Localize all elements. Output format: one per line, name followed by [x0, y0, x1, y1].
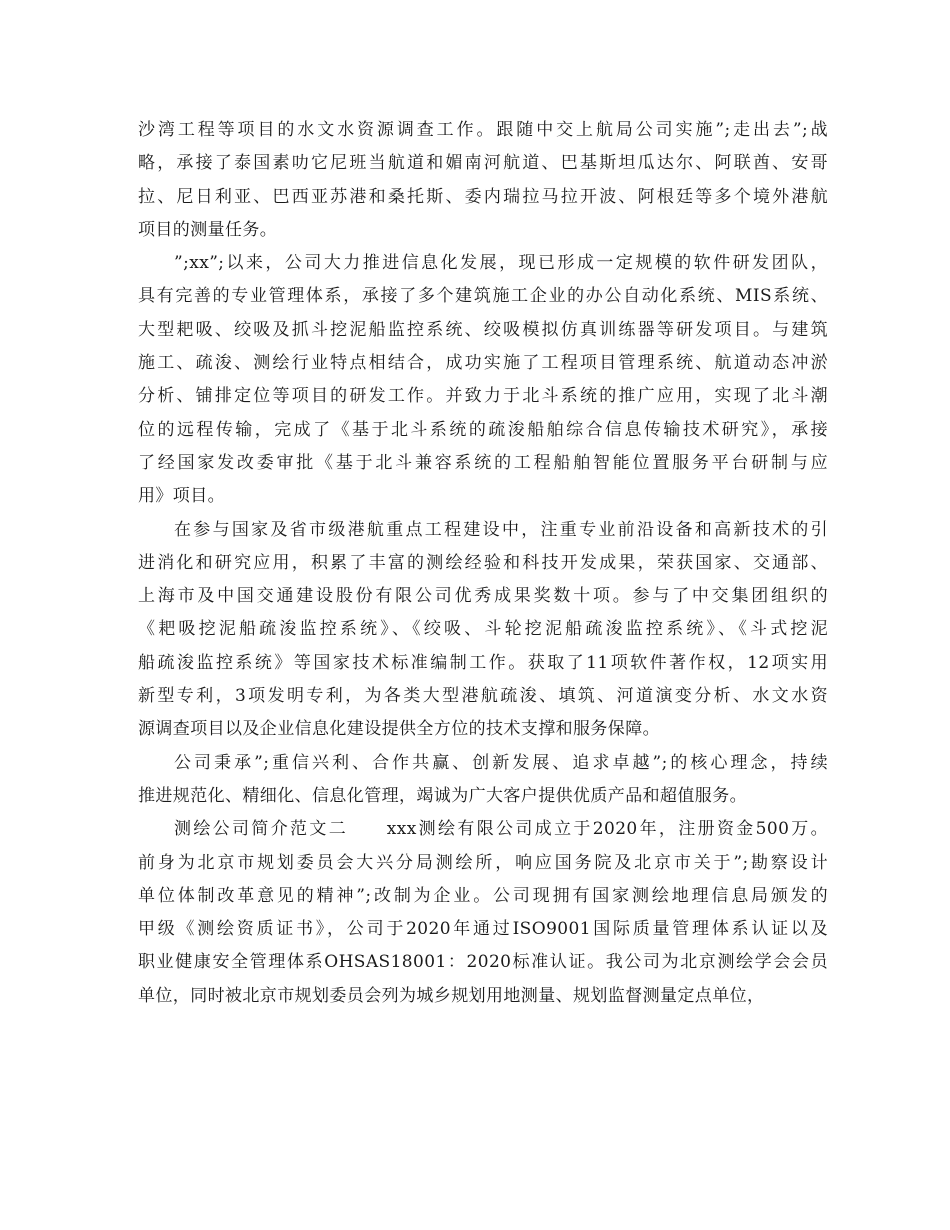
text-line: 单位体制改革意见的精神”;改制为企业。公司现拥有国家测绘地理信息局颁发的	[138, 885, 828, 906]
text-line: 测绘公司简介范文二 xxx测绘有限公司成立于2020年，注册资金500万。	[174, 819, 828, 840]
text-line: 《耙吸挖泥船疏浚监控系统》、《绞吸、斗轮挖泥船疏浚监控系统》、《斗式挖泥	[138, 619, 828, 640]
text-line: 用》项目。	[138, 486, 225, 507]
text-line: 新型专利，3项发明专利，为各类大型港航疏浚、填筑、河道演变分析、水文水资	[138, 686, 828, 707]
document-body	[138, 114, 828, 1013]
text-line: 了经国家发改委审批《基于北斗兼容系统的工程船舶智能位置服务平台研制与应	[138, 452, 828, 473]
text-line: 分析、铺排定位等项目的研发工作。并致力于北斗系统的推广应用，实现了北斗潮	[138, 386, 828, 407]
text-line: 推进规范化、精细化、信息化管理，竭诚为广大客户提供优质产品和超值服务。	[138, 785, 747, 806]
text-line: 甲级《测绘资质证书》，公司于2020年通过ISO9001国际质量管理体系认证以及	[138, 919, 828, 940]
paragraph-core-values	[138, 747, 828, 814]
text-line: 沙湾工程等项目的水文水资源调查工作。跟随中交上航局公司实施”;走出去”;战	[138, 120, 828, 140]
text-line: 拉、尼日利亚、巴西亚苏港和桑托斯、委内瑞拉马拉开波、阿根廷等多个境外港航	[138, 186, 828, 207]
paragraph-overseas-projects	[138, 114, 828, 247]
paragraph-sample-two	[138, 813, 828, 1013]
text-line: 具有完善的专业管理体系，承接了多个建筑施工企业的办公自动化系统、MIS系统、	[138, 286, 828, 307]
text-line: 略，承接了泰国素叻它尼班当航道和媚南河航道、巴基斯坦瓜达尔、阿联酋、安哥	[138, 153, 828, 174]
text-line: 单位，同时被北京市规划委员会列为城乡规划用地测量、规划监督测量定点单位，	[138, 985, 765, 1006]
text-line: 前身为北京市规划委员会大兴分局测绘所，响应国务院及北京市关于”;勘察设计	[138, 852, 828, 873]
text-line: 公司秉承”;重信兴利、合作共赢、创新发展、追求卓越”;的核心理念，持续	[174, 752, 828, 773]
text-line: 船疏浚监控系统》等国家技术标准编制工作。获取了11项软件著作权，12项实用	[138, 652, 828, 673]
text-line: 施工、疏浚、测绘行业特点相结合，成功实施了工程项目管理系统、航道动态冲淤	[138, 353, 828, 374]
paragraph-informatization	[138, 247, 828, 513]
text-line: 位的远程传输，完成了《基于北斗系统的疏浚船舶综合信息传输技术研究》，承接	[138, 419, 828, 440]
text-line: 大型耙吸、绞吸及抓斗挖泥船监控系统、绞吸模拟仿真训练器等研发项目。与建筑	[138, 319, 828, 340]
paragraph-achievements	[138, 514, 828, 747]
text-line: 职业健康安全管理体系OHSAS18001：2020标准认证。我公司为北京测绘学会会员	[138, 952, 828, 973]
text-line: 在参与国家及省市级港航重点工程建设中，注重专业前沿设备和高新技术的引	[174, 519, 828, 540]
text-line: 上海市及中国交通建设股份有限公司优秀成果奖数十项。参与了中交集团组织的	[138, 586, 828, 607]
text-line: 进消化和研究应用，积累了丰富的测绘经验和科技开发成果，荣获国家、交通部、	[138, 552, 828, 573]
text-line: 源调查项目以及企业信息化建设提供全方位的技术支撑和服务保障。	[138, 719, 660, 740]
text-line: 项目的测量任务。	[138, 219, 278, 240]
text-line: ”;xx”;以来，公司大力推进信息化发展，现已形成一定规模的软件研发团队，	[174, 253, 828, 274]
